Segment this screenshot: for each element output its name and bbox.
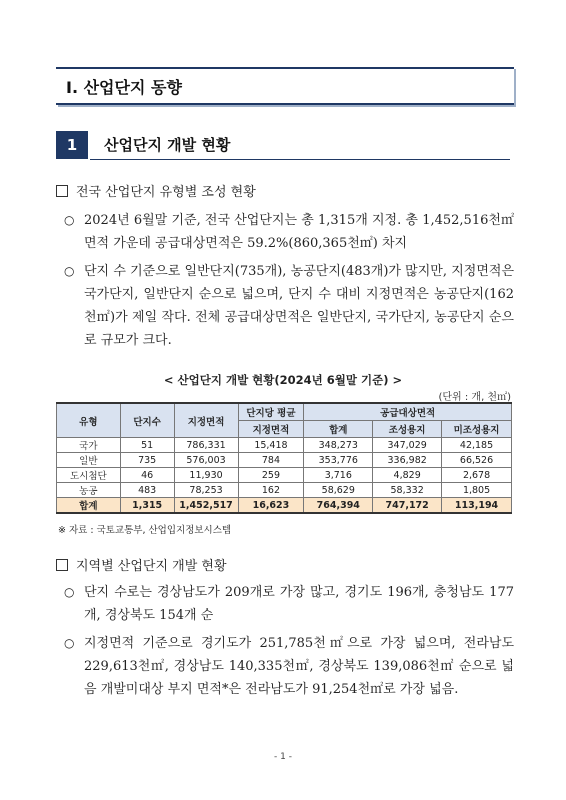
table-cell: 66,526 [442, 453, 512, 468]
table-row [57, 483, 512, 498]
table-cell: 51 [120, 438, 174, 453]
part2-heading-text: 지역별 산업단지 개발 현황 [76, 559, 227, 574]
part1-bullet [64, 209, 514, 255]
chapter-header [56, 67, 514, 105]
circle-bullet-icon: ○ [64, 264, 75, 278]
circle-bullet-icon: ○ [64, 213, 75, 227]
circle-bullet-icon: ○ [64, 585, 75, 599]
section-title-bar [90, 131, 510, 160]
part1-heading-text: 전국 산업단지 유형별 조성 현황 [76, 185, 256, 200]
table-cell: 747,172 [373, 498, 442, 514]
page-number: - 1 - [274, 752, 292, 762]
header-sum: 합계 [304, 421, 373, 438]
table-cell: 국가 [57, 438, 121, 453]
section-number: 1 [56, 131, 88, 159]
table-cell: 336,982 [373, 453, 442, 468]
circle-bullet-icon: ○ [64, 636, 75, 650]
table-cell: 576,003 [174, 453, 238, 468]
table-cell: 일반 [57, 453, 121, 468]
bullet-text: 2024년 6월말 기준, 전국 산업단지는 총 1,315개 지정. 총 1,452,516천㎡ 면적 가운데 공급대상면적은 59.2%(860,365천㎡) 차지 [84, 213, 514, 251]
table-cell: 58,629 [304, 483, 373, 498]
table-cell: 15,418 [238, 438, 304, 453]
table-cell: 16,623 [238, 498, 304, 514]
table-cell: 162 [238, 483, 304, 498]
table-cell: 도시첨단 [57, 468, 121, 483]
table-cell: 42,185 [442, 438, 512, 453]
table-row [57, 438, 512, 453]
table-row [57, 468, 512, 483]
part1-bullet [64, 260, 514, 352]
table-title: < 산업단지 개발 현황(2024년 6월말 기준) > [163, 373, 403, 387]
table-unit: (단위 : 개, 천㎡) [438, 392, 511, 403]
table-cell: 1,315 [120, 498, 174, 514]
table-cell: 3,716 [304, 468, 373, 483]
part1-heading [56, 181, 256, 200]
header-developed: 조성용지 [373, 421, 442, 438]
part2-bullet [64, 581, 514, 627]
table-cell: 78,253 [174, 483, 238, 498]
chapter-title: Ⅰ. 산업단지 동향 [66, 78, 182, 97]
table-cell: 11,930 [174, 468, 238, 483]
table-cell: 259 [238, 468, 304, 483]
table-cell: 1,452,517 [174, 498, 238, 514]
table-cell: 46 [120, 468, 174, 483]
table-cell: 113,194 [442, 498, 512, 514]
header-avg-bottom: 지정면적 [238, 421, 304, 438]
header-area: 지정면적 [174, 403, 238, 438]
table-source: ※ 자료 : 국토교통부, 산업입지정보시스템 [58, 525, 232, 536]
table-cell: 786,331 [174, 438, 238, 453]
table-cell: 353,776 [304, 453, 373, 468]
table-cell: 784 [238, 453, 304, 468]
table-cell: 764,394 [304, 498, 373, 514]
table-cell: 348,273 [304, 438, 373, 453]
header-supply: 공급대상면적 [304, 403, 512, 421]
table-cell: 합계 [57, 498, 121, 514]
bullet-text: 단지 수 기준으로 일반단지(735개), 농공단지(483개)가 많지만, 지정면적은 국가단지, 일반단지 순으로 넓으며, 단지 수 대비 지정면적은 농공단지(162천㎡)가 제일 작다. 전체 공급대상면적은 일반단지, 국가단지, 농공단지 순으로 규모가 크다. [84, 264, 514, 348]
table-row [57, 453, 512, 468]
table-cell: 735 [120, 453, 174, 468]
section-title: 산업단지 개발 현황 [104, 136, 231, 154]
industrial-complex-table [56, 402, 512, 514]
square-bullet-icon [56, 185, 68, 197]
table-cell: 483 [120, 483, 174, 498]
part2-bullet [64, 632, 514, 701]
header-count: 단지수 [120, 403, 174, 438]
table-cell: 58,332 [373, 483, 442, 498]
table-cell: 347,029 [373, 438, 442, 453]
table-total-row [57, 498, 512, 514]
part2-heading [56, 555, 227, 574]
header-type: 유형 [57, 403, 121, 438]
table-cell: 1,805 [442, 483, 512, 498]
table-cell: 2,678 [442, 468, 512, 483]
table-cell: 농공 [57, 483, 121, 498]
square-bullet-icon [56, 559, 68, 571]
table-cell: 4,829 [373, 468, 442, 483]
header-avg-top: 단지당 평균 [238, 403, 304, 421]
bullet-text: 단지 수로는 경상남도가 209개로 가장 많고, 경기도 196개, 충청남도 177개, 경상북도 154개 순 [84, 585, 514, 623]
bullet-text: 지정면적 기준으로 경기도가 251,785천㎡으로 가장 넓으며, 전라남도 229,613천㎡, 경상남도 140,335천㎡, 경상북도 139,086천㎡ 순으로 넓음 개발미대상 부지 면적*은 전라남도가 91,254천㎡로 가장 넓음. [84, 636, 514, 697]
header-undeveloped: 미조성용지 [442, 421, 512, 438]
